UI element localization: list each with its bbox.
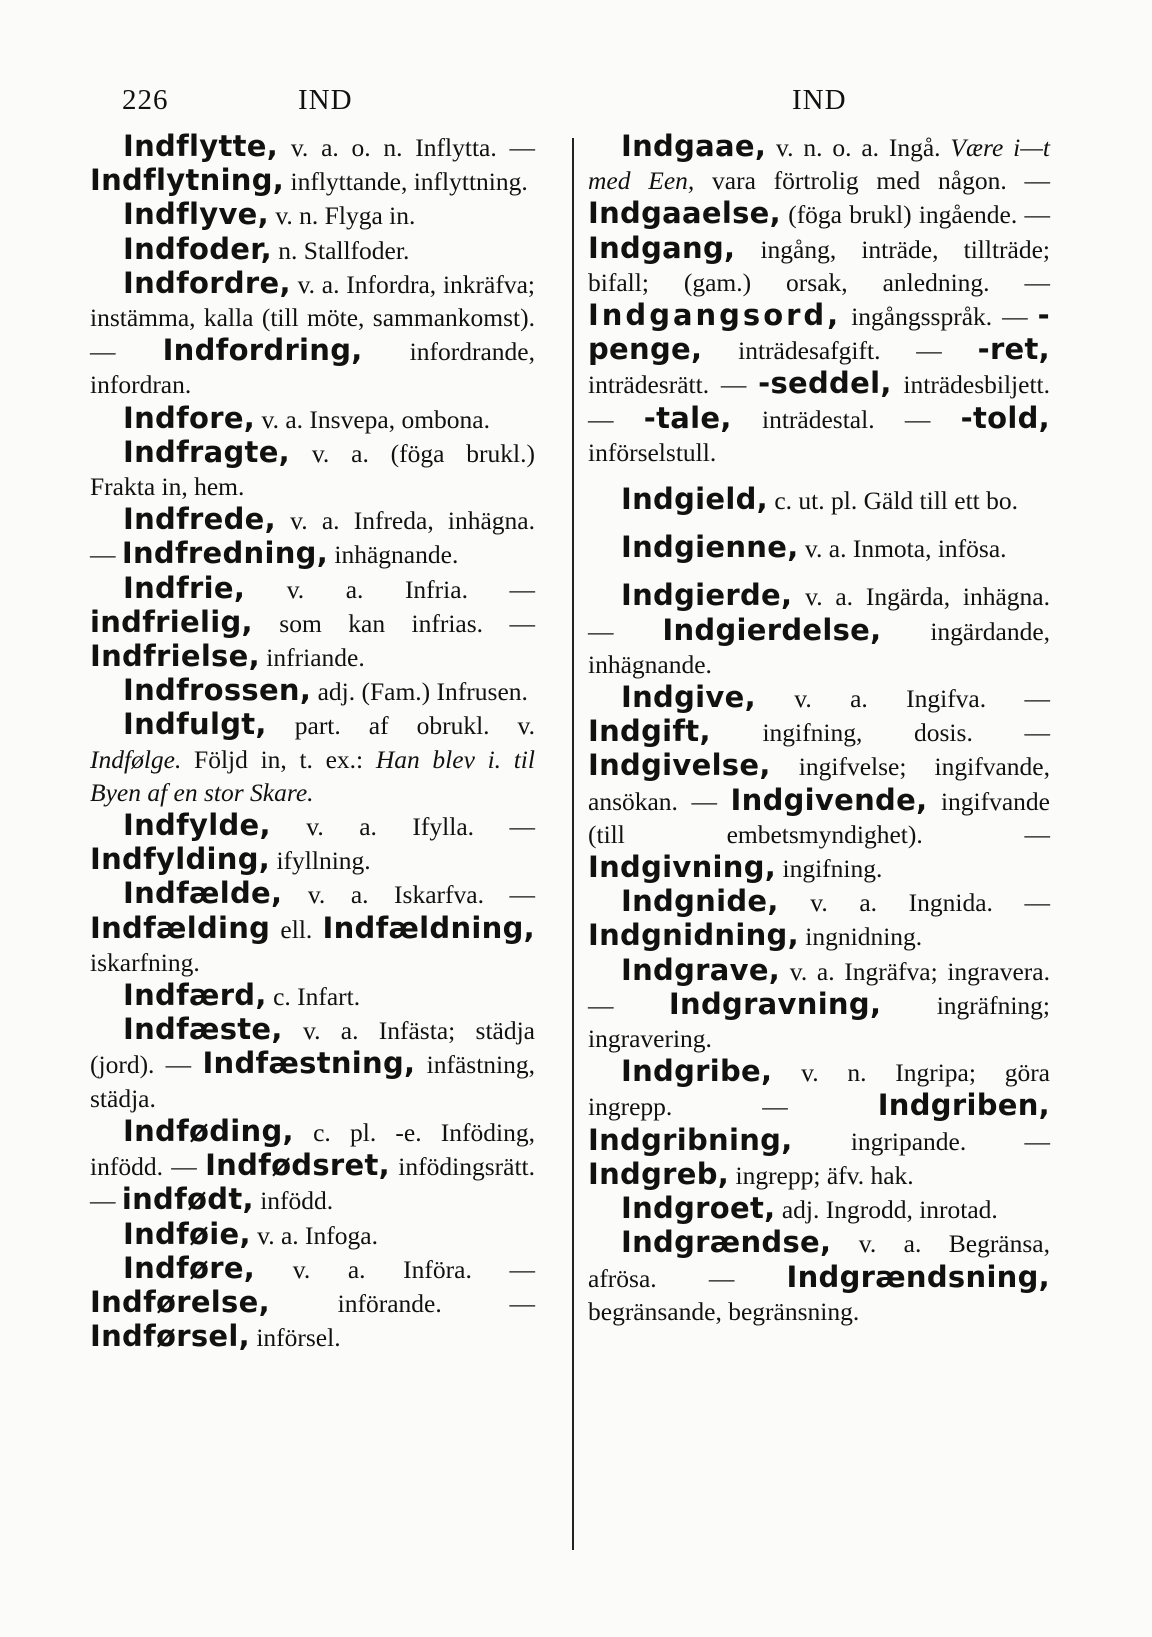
entry-indgraendse: Indgrændse, v. a. Begränsa, afrösa. — Indgrændsning, begränsande, begränsning. — [588, 1225, 1050, 1326]
entry-indgienne: Indgienne, v. a. Inmota, infösa. — [621, 530, 1007, 565]
entry-indgield: Indgield, c. ut. pl. Gäld till ett bo. — [621, 482, 1018, 517]
entry-indfrede: Indfrede, v. a. Infreda, inhägna. — Indfredning, inhägnande. — [90, 502, 535, 571]
entry-indgnide: Indgnide, v. a. Ingnida. — Indgnidning, ingnidning. — [588, 884, 1050, 953]
right-guide-word: IND — [792, 84, 847, 116]
entry-indgribe: Indgribe, v. n. Ingripa; göra ingrepp. — Indgriben, Indgribning, ingripande. — Indgreb, ingrepp; äfv. hak. — [588, 1054, 1050, 1191]
entry-indfulgt: Indfulgt, part. af obrukl. v. Indfølge. Följd in, t. ex.: Han blev i. til Byen af en stor Skare. — [90, 707, 535, 807]
entry-indfoie: Indføie, v. a. Infoga. — [123, 1216, 378, 1251]
entry-indflyve: Indflyve, v. n. Flyga in. — [123, 197, 416, 232]
right-column — [588, 130, 1050, 1328]
entry-indfrossen: Indfrossen, adj. (Fam.) Infrusen. — [123, 673, 528, 708]
entry-indfaerd: Indfærd, c. Infart. — [123, 978, 361, 1013]
entry-indfrie: Indfrie, v. a. Infria. — indfrielig, som kan infrias. — Indfrielse, infriande. — [90, 570, 535, 674]
entry-indgierde: Indgierde, v. a. Ingärda, inhägna. — Indgierdelse, ingärdande, inhägnande. — [588, 578, 1051, 679]
entry-indgaae: Indgaae, v. n. o. a. Ingå. Være i—t med Een, vara förtrolig med någon. — Indgaaelse, (föga brukl) ingående. — Indgang, ingång, inträde, tillträde; bifall; (gam.) orsak, anledning. — Indgangsord, ingångsspråk. — -penge, inträdesafgift. — -ret, inträdesrätt. — -seddel, inträdesbiljett. — -tale, inträdestal. — -told, införselstull. — [588, 129, 1050, 467]
entry-indfaeste: Indfæste, v. a. Infästa; städja (jord). — Indfæstning, infästning, städja. — [90, 1012, 535, 1113]
entry-indgive: Indgive, v. a. Ingifva. — Indgift, ingifning, dosis. — Indgivelse, ingifvelse; ingifvande, ansökan. — Indgivende, ingifvande (till embetsmyndighet). — Indgivning, ingifning. — [588, 680, 1050, 885]
entry-indgrave: Indgrave, v. a. Ingräfva; ingravera. — Indgravning, ingräfning; ingravering. — [588, 952, 1050, 1054]
entry-indfaelde: Indfælde, v. a. Iskarfva. — Indfælding ell. Indfældning, iskarfning. — [90, 876, 535, 977]
left-guide-word: IND — [298, 84, 353, 116]
entry-indfragte: Indfragte, v. a. (föga brukl.) Frakta in, hem. — [90, 434, 535, 502]
entry-indfoding: Indføding, c. pl. -e. Inföding, infödd. — Indfødsret, infödingsrätt. — indfødt, infödd. — [90, 1113, 535, 1217]
entry-indfoder: Indfoder, n. Stallfoder. — [123, 231, 410, 266]
entry-indfylde: Indfylde, v. a. Ifylla. — Indfylding, ifyllning. — [90, 808, 535, 877]
entry-indfordre: Indfordre, v. a. Infordra, inkräfva; instämma, kalla (till möte, sammankomst). — Indfordring, infordrande, infordran. — [90, 265, 536, 400]
column-divider — [572, 138, 574, 1550]
entry-indgroet: Indgroet, adj. Ingrodd, inrotad. — [621, 1191, 998, 1226]
entry-indflytte: Indflytte, v. a. o. n. Inflytta. — Indflytning, inflyttande, inflyttning. — [90, 129, 535, 198]
entry-indfore: Indfore, v. a. Insvepa, ombona. — [123, 400, 490, 435]
left-column — [90, 130, 535, 1354]
page-number: 226 — [122, 84, 169, 116]
entry-indfore-2: Indføre, v. a. Införa. — Indførelse, införande. — Indførsel, införsel. — [90, 1250, 535, 1354]
